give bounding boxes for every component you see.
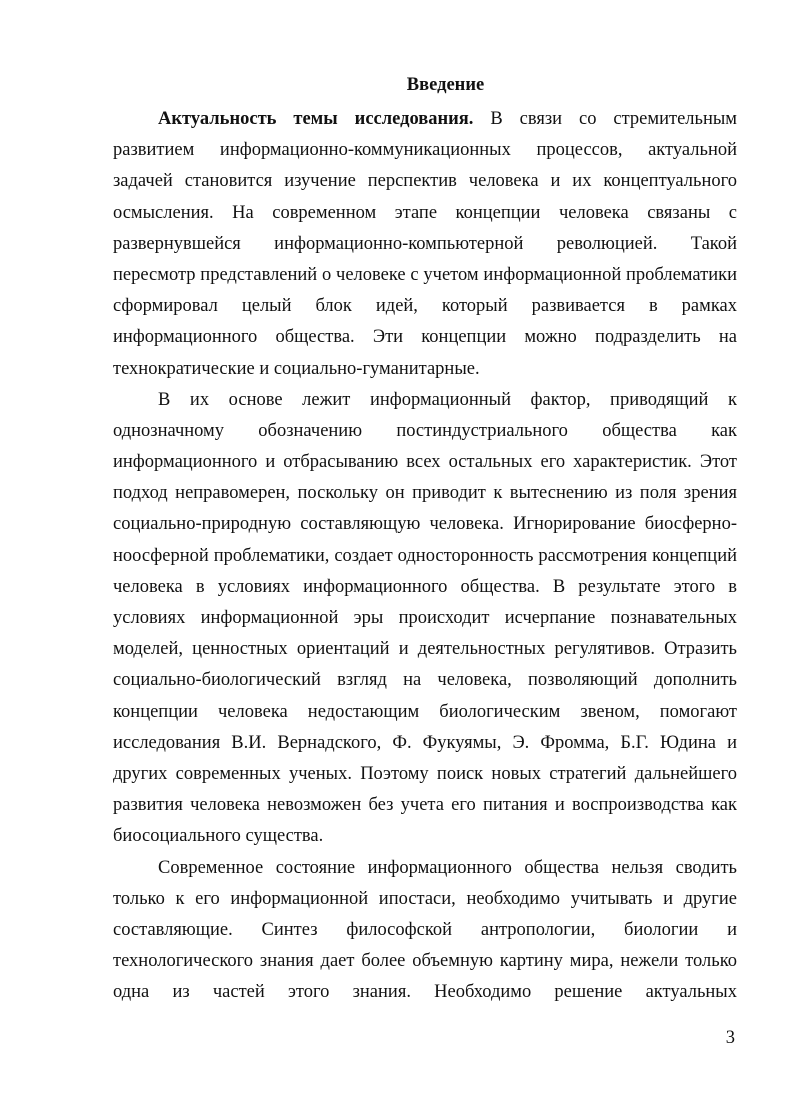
paragraph-line: однозначному обозначению постиндустриального общества как <box>113 420 737 441</box>
paragraph-line: пересмотр представлений о человеке с учетом информационной проблематики <box>113 264 737 285</box>
paragraph-line: человека в условиях информационного общества. В результате этого в <box>113 576 737 597</box>
paragraph-line: исследования В.И. Вернадского, Ф. Фукуямы, Э. Фромма, Б.Г. Юдина и <box>113 732 737 753</box>
paragraph-lead-title: Актуальность темы исследования. <box>158 109 474 129</box>
paragraph-line: информационного общества. Эти концепции можно подразделить на <box>113 327 737 348</box>
paragraph-line: задачей становится изучение перспектив человека и их концептуального <box>113 171 737 192</box>
paragraph-line <box>113 104 737 135</box>
paragraph-line-text: В связи со стремительным <box>473 109 737 129</box>
paragraph-line: социально-природную составляющую человека. Игнорирование биосферно- <box>113 514 737 535</box>
paragraph-line: Современное состояние информационного общества нельзя сводить <box>158 857 737 878</box>
paragraph-line: развернувшейся информационно-компьютерной революцией. Такой <box>113 233 737 254</box>
paragraph-modern-state <box>113 853 737 1009</box>
paragraph-line: осмысления. На современном этапе концепции человека связаны с <box>113 202 737 223</box>
paragraph-relevance <box>113 104 737 385</box>
paragraph-line: составляющие. Синтез философской антропологии, биологии и <box>113 919 737 940</box>
paragraph-line: сформировал целый блок идей, который развивается в рамках <box>113 296 737 317</box>
paragraph-line: информационного и отбрасыванию всех остальных его характеристик. Этот <box>113 452 737 473</box>
paragraph-line: условиях информационной эры происходит исчерпание познавательных <box>113 608 737 628</box>
paragraph-line: других современных ученых. Поэтому поиск новых стратегий дальнейшего <box>113 763 737 784</box>
paragraph-information-factor <box>113 385 737 853</box>
paragraph-line: социально-биологический взгляд на человека, позволяющий дополнить <box>113 670 737 691</box>
paragraph-line: концепции человека недостающим биологическим звеном, помогают <box>113 701 737 722</box>
paragraph-line: моделей, ценностных ориентаций и деятельностных регулятивов. Отразить <box>113 639 737 660</box>
paragraph-line: развитием информационно-коммуникационных процессов, актуальной <box>113 140 737 161</box>
page-title: Введение <box>406 75 485 95</box>
paragraph-line: только к его информационной ипостаси, необходимо учитывать и другие <box>113 888 737 909</box>
document-body <box>113 104 737 1008</box>
paragraph-line: биосоциального существа. <box>113 826 324 847</box>
paragraph-line: подход неправомерен, поскольку он приводит к вытеснению из поля зрения <box>113 483 737 504</box>
paragraph-line: В их основе лежит информационный фактор, приводящий к <box>158 389 737 410</box>
paragraph-line: развития человека невозможен без учета его питания и воспроизводства как <box>113 795 737 816</box>
paragraph-line: одна из частей этого знания. Необходимо решение актуальных <box>113 982 737 1003</box>
paragraph-line: технологического знания дает более объемную картину мира, нежели только <box>113 951 737 972</box>
paragraph-line: ноосферной проблематики, создает односторонность рассмотрения концепций <box>113 545 737 566</box>
page-number: 3 <box>725 1028 735 1048</box>
paragraph-line: технократические и социально-гуманитарные. <box>113 358 480 379</box>
